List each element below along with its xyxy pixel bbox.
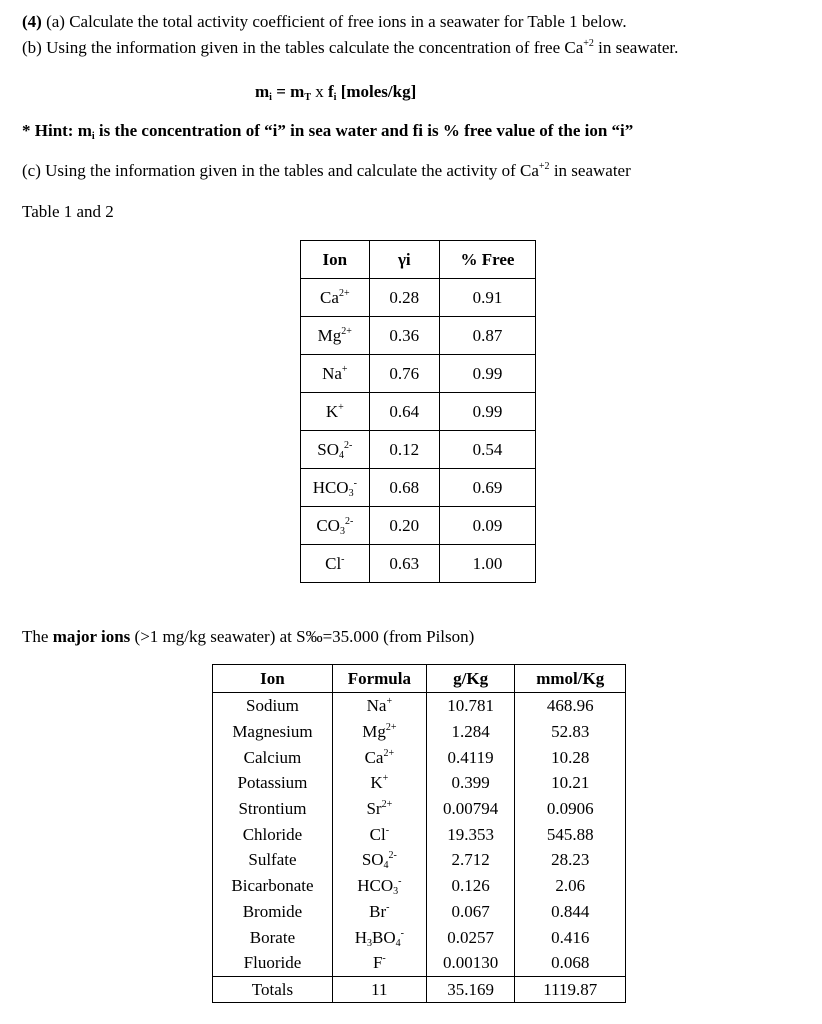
gamma-cell: 0.20: [369, 507, 439, 545]
formula-symbol: Ca: [364, 747, 384, 767]
formula-symbol: HCO: [357, 876, 394, 896]
totals-formula: 11: [332, 976, 426, 1003]
formula-f: f: [327, 82, 334, 101]
ion-name-cell: Calcium: [213, 744, 333, 770]
gkg-cell: 0.126: [426, 873, 515, 899]
formula-charge: -: [400, 927, 404, 939]
formula-cell: [332, 744, 426, 770]
gkg-cell: 19.353: [426, 821, 515, 847]
ion-subscript: 3: [339, 525, 345, 537]
formula-charge: 2+: [385, 722, 397, 734]
major-ions-header: [213, 665, 626, 693]
formula-charge: +: [382, 773, 389, 785]
table-row: [213, 873, 626, 899]
ion-subscript: 3: [348, 487, 354, 499]
gkg-cell: 1.284: [426, 719, 515, 745]
ion-charge: 2+: [341, 325, 352, 337]
formula-cell: [332, 873, 426, 899]
header-ion: Ion: [301, 241, 370, 279]
mmol-cell: 10.28: [515, 744, 626, 770]
free-cell: 0.54: [439, 431, 535, 469]
formula-charge: 2-: [388, 850, 397, 862]
free-cell: 0.99: [439, 355, 535, 393]
ion-cell: [301, 431, 370, 469]
formula-symbol: Na: [366, 696, 387, 716]
question-c-charge: +2: [538, 161, 550, 172]
gamma-cell: 0.64: [369, 393, 439, 431]
formula: [255, 82, 416, 102]
ion-charge: -: [353, 477, 357, 489]
formula-symbol: Mg: [362, 722, 386, 742]
free-cell: 0.87: [439, 317, 535, 355]
formula-symbol: Cl: [369, 824, 386, 844]
ion-name-cell: Chloride: [213, 821, 333, 847]
header-mmol: mmol/Kg: [515, 665, 626, 693]
question-c: [22, 161, 631, 181]
header-formula: Formula: [332, 665, 426, 693]
formula-charge: -: [398, 876, 402, 888]
ion-cell: [301, 355, 370, 393]
ion-charge: 2+: [338, 287, 350, 299]
formula-charge: +: [386, 696, 393, 708]
ion-cell: [301, 507, 370, 545]
ion-name-cell: Fluoride: [213, 950, 333, 976]
ion-symbol: HCO: [312, 477, 349, 497]
question-c-text: (c) Using the information given in the tables and calculate the activity of Ca: [22, 161, 539, 180]
formula-x: x: [310, 82, 328, 101]
header-gamma: γi: [369, 241, 439, 279]
table-row: [301, 469, 536, 507]
formula-symbol: SO: [361, 850, 384, 870]
activity-table-header: [301, 241, 536, 279]
table-row: [301, 545, 536, 583]
totals-mmol: 1119.87: [515, 976, 626, 1003]
hint-pre: * Hint: m: [22, 121, 92, 140]
table-row: [213, 950, 626, 976]
mmol-cell: 28.23: [515, 847, 626, 873]
hint: [22, 121, 633, 141]
formula-symbol: Br: [369, 901, 387, 921]
table-row: [301, 507, 536, 545]
ion-symbol: Na: [322, 363, 342, 383]
free-cell: 0.91: [439, 279, 535, 317]
major-bold: major ions: [52, 627, 131, 646]
formula-charge: -: [386, 901, 390, 913]
ion-symbol: CO: [316, 515, 340, 535]
ion-symbol: Mg: [317, 325, 342, 345]
ion-symbol: SO: [317, 439, 339, 459]
formula-charge: 2+: [381, 799, 393, 811]
gamma-cell: 0.63: [369, 545, 439, 583]
totals-gkg: 35.169: [426, 976, 515, 1003]
formula-symbol: F: [372, 953, 383, 973]
table-row: [213, 821, 626, 847]
formula-sub-i: i: [269, 92, 272, 103]
ion-symbol: Ca: [320, 287, 339, 307]
table-row: [213, 924, 626, 950]
ion-name-cell: Bromide: [213, 899, 333, 925]
hint-text: is the concentration of “i” in sea water and fi is % free value of the ion “i”: [94, 121, 634, 140]
question-number: (4): [22, 12, 42, 31]
header-ion-name: Ion: [213, 665, 333, 693]
header-free: % Free: [439, 241, 535, 279]
gkg-cell: 0.0257: [426, 924, 515, 950]
table-row: [213, 693, 626, 719]
formula-charge: 2+: [383, 747, 395, 759]
table-row: [213, 744, 626, 770]
formula-eq: = m: [271, 82, 305, 101]
gamma-cell: 0.12: [369, 431, 439, 469]
mmol-cell: 545.88: [515, 821, 626, 847]
ion-charge: +: [338, 401, 344, 413]
table-row: [213, 796, 626, 822]
ion-name-cell: Sodium: [213, 693, 333, 719]
free-cell: 0.09: [439, 507, 535, 545]
formula-symbol: BO: [372, 927, 396, 947]
ion-cell: [301, 545, 370, 583]
table-row: [301, 317, 536, 355]
free-cell: 0.99: [439, 393, 535, 431]
major-ions-heading: [22, 627, 474, 647]
formula-cell: [332, 924, 426, 950]
gkg-cell: 0.4119: [426, 744, 515, 770]
hint-sub-i: i: [91, 131, 95, 142]
question-b: [22, 38, 678, 58]
formula-cell: [332, 950, 426, 976]
formula-sub-i2: i: [333, 92, 337, 103]
gkg-cell: 0.399: [426, 770, 515, 796]
free-cell: 0.69: [439, 469, 535, 507]
formula-cell: [332, 847, 426, 873]
ion-charge: +: [341, 363, 348, 375]
gkg-cell: 10.781: [426, 693, 515, 719]
formula-cell: [332, 693, 426, 719]
formula-symbol: K: [370, 773, 383, 793]
ion-symbol: Cl: [325, 553, 342, 573]
formula-prefix: H: [354, 927, 367, 947]
major-pre: The: [22, 627, 53, 646]
ion-charge: 2-: [344, 439, 353, 451]
question-a: [22, 12, 627, 32]
mmol-cell: 0.068: [515, 950, 626, 976]
gkg-cell: 0.00794: [426, 796, 515, 822]
ion-charge: -: [341, 553, 345, 565]
activity-table: [300, 240, 536, 583]
ion-cell: [301, 279, 370, 317]
ion-cell: [301, 393, 370, 431]
table-row: [213, 770, 626, 796]
ion-symbol: K: [325, 401, 339, 421]
formula-subscript: 4: [395, 937, 401, 949]
ion-name-cell: Potassium: [213, 770, 333, 796]
question-c-text-end: in seawater: [549, 161, 631, 180]
question-b-text-end: in seawater.: [593, 38, 679, 57]
mmol-cell: 52.83: [515, 719, 626, 745]
table-row: [213, 847, 626, 873]
ion-name-cell: Borate: [213, 924, 333, 950]
totals-label: Totals: [213, 976, 333, 1003]
mmol-cell: 2.06: [515, 873, 626, 899]
table-row: [213, 899, 626, 925]
question-a-text: (a) Calculate the total activity coefficient of free ions in a seawater for Table 1 below.: [41, 12, 627, 31]
table-caption: Table 1 and 2: [22, 202, 114, 221]
formula-cell: [332, 899, 426, 925]
gamma-cell: 0.76: [369, 355, 439, 393]
formula-charge: -: [385, 824, 390, 836]
ion-name-cell: Sulfate: [213, 847, 333, 873]
ion-name-cell: Bicarbonate: [213, 873, 333, 899]
mmol-cell: 468.96: [515, 693, 626, 719]
table-row: [301, 393, 536, 431]
ion-name-cell: Magnesium: [213, 719, 333, 745]
table-row: [301, 431, 536, 469]
table-row: [301, 279, 536, 317]
formula-sub-T: T: [304, 92, 311, 103]
formula-units: [moles/kg]: [336, 82, 417, 101]
mmol-cell: 10.21: [515, 770, 626, 796]
ion-cell: [301, 317, 370, 355]
major-ions-table: [212, 664, 626, 1003]
question-b-charge: +2: [583, 38, 594, 49]
free-cell: 1.00: [439, 545, 535, 583]
ion-name-cell: Strontium: [213, 796, 333, 822]
mmol-cell: 0.0906: [515, 796, 626, 822]
gamma-cell: 0.68: [369, 469, 439, 507]
formula-prefix-sub: 3: [367, 937, 372, 949]
formula-cell: [332, 821, 426, 847]
mmol-cell: 0.844: [515, 899, 626, 925]
formula-subscript: 4: [383, 860, 389, 872]
formula-symbol: Sr: [366, 799, 382, 819]
ion-subscript: 4: [339, 449, 344, 461]
gkg-cell: 0.067: [426, 899, 515, 925]
ion-charge: 2-: [344, 515, 354, 527]
formula-charge: -: [382, 953, 386, 965]
table-row: [213, 719, 626, 745]
gkg-cell: 0.00130: [426, 950, 515, 976]
gamma-cell: 0.28: [369, 279, 439, 317]
ion-cell: [301, 469, 370, 507]
formula-cell: [332, 796, 426, 822]
formula-cell: [332, 770, 426, 796]
question-b-text: (b) Using the information given in the tables calculate the concentration of free Ca: [22, 38, 584, 57]
mmol-cell: 0.416: [515, 924, 626, 950]
header-gkg: g/Kg: [426, 665, 515, 693]
gamma-cell: 0.36: [369, 317, 439, 355]
gkg-cell: 2.712: [426, 847, 515, 873]
table-row: [301, 355, 536, 393]
major-post: (>1 mg/kg seawater) at S‰=35.000 (from Pilson): [130, 627, 475, 646]
formula-m: m: [255, 82, 270, 101]
formula-subscript: 3: [393, 886, 399, 898]
formula-cell: [332, 719, 426, 745]
totals-row: [213, 976, 626, 1003]
